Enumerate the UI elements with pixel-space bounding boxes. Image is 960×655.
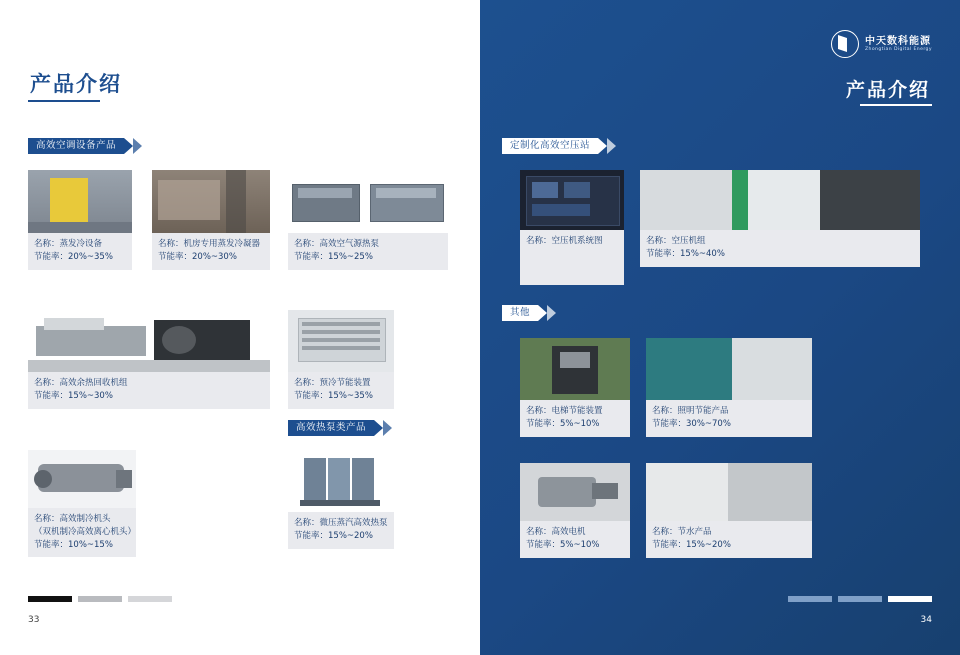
section-label-air-station: 定制化高效空压站	[502, 138, 598, 154]
product-image	[520, 463, 630, 521]
product-image	[288, 170, 448, 233]
product-card	[28, 170, 132, 270]
product-image	[28, 170, 132, 233]
product-name: 名称：高效余热回收机组	[34, 378, 128, 388]
product-name: 名称：节水产品	[652, 527, 712, 537]
product-image	[152, 170, 270, 233]
product-rate: 节能率：30%~70%	[652, 418, 731, 429]
product-card	[152, 170, 270, 270]
section-label-hvac: 高效空调设备产品	[28, 138, 124, 154]
product-card	[520, 170, 624, 285]
page-indicator-right[interactable]	[788, 596, 932, 602]
product-name: 名称：预冷节能装置	[294, 378, 371, 388]
product-rate: 节能率：15%~30%	[34, 390, 113, 401]
product-image	[288, 450, 394, 512]
product-rate: 节能率：10%~15%	[34, 539, 113, 550]
product-card	[640, 170, 920, 267]
product-image-group	[640, 170, 920, 230]
product-name-secondary: （双机制冷高效离心机头）	[34, 526, 137, 537]
product-card	[646, 463, 812, 558]
product-image-group	[646, 463, 812, 521]
page-number-right: 34	[920, 615, 932, 625]
product-card	[28, 310, 270, 409]
logo-mark-icon	[831, 30, 859, 58]
section-label-other: 其他	[502, 305, 538, 321]
section-label-heatpump: 高效热泵类产品	[288, 420, 374, 436]
section-banner-air-station	[502, 138, 616, 154]
product-rate: 节能率：5%~10%	[526, 418, 600, 429]
product-card	[288, 310, 394, 409]
logo-text	[865, 36, 932, 52]
right-page	[480, 0, 960, 655]
chevron-arrows-icon	[538, 305, 556, 321]
page-indicator-dot[interactable]	[888, 596, 932, 602]
product-name: 名称：微压蒸汽高效热泵	[294, 518, 388, 528]
product-card-text	[28, 508, 136, 557]
product-rate: 节能率：20%~30%	[158, 251, 237, 262]
product-name: 名称：机房专用蒸发冷凝器	[158, 239, 261, 249]
product-image	[28, 310, 270, 372]
title-underline-left	[28, 100, 100, 102]
product-name: 名称：照明节能产品	[652, 406, 729, 416]
page-number-left: 33	[28, 615, 40, 625]
product-rate: 节能率：15%~25%	[294, 251, 373, 262]
product-rate: 节能率：5%~10%	[526, 539, 600, 550]
product-image	[288, 310, 394, 372]
product-image	[28, 450, 136, 508]
product-rate: 节能率：15%~20%	[294, 530, 373, 541]
product-rate: 节能率：15%~35%	[294, 390, 373, 401]
page-indicator-dot[interactable]	[838, 596, 882, 602]
product-card	[288, 170, 448, 270]
chevron-arrows-icon	[374, 420, 392, 436]
product-name: 名称：高效空气源热泵	[294, 239, 380, 249]
section-banner-hvac	[28, 138, 142, 154]
product-image	[520, 338, 630, 400]
product-name: 名称：空压机系统图	[526, 236, 603, 246]
product-name: 名称：高效电机	[526, 527, 586, 537]
product-name: 名称：高效制冷机头	[34, 514, 111, 524]
page-indicator-left[interactable]	[28, 596, 172, 602]
product-name: 名称：空压机组	[646, 236, 706, 246]
product-card	[288, 450, 394, 549]
page-indicator-dot[interactable]	[28, 596, 72, 602]
page-indicator-dot[interactable]	[788, 596, 832, 602]
product-card	[520, 338, 630, 437]
product-rate: 节能率：20%~35%	[34, 251, 113, 262]
section-banner-heatpump	[288, 420, 392, 436]
page-indicator-dot[interactable]	[78, 596, 122, 602]
product-name: 名称：电梯节能装置	[526, 406, 603, 416]
product-rate: 节能率：15%~40%	[646, 248, 725, 259]
company-logo	[831, 30, 932, 58]
chevron-arrows-icon	[598, 138, 616, 154]
chevron-arrows-icon	[124, 138, 142, 154]
page-indicator-dot[interactable]	[128, 596, 172, 602]
section-banner-other	[502, 305, 556, 321]
product-name: 名称：蒸发冷设备	[34, 239, 103, 249]
product-card	[520, 463, 630, 558]
page-title-right: 产品介绍	[845, 79, 930, 101]
product-rate: 节能率：15%~20%	[652, 539, 731, 550]
logo-name-en: Zhongtian Digital Energy	[864, 46, 932, 52]
product-image	[520, 170, 624, 230]
title-underline-right	[860, 104, 932, 106]
logo-name-cn: 中天数科能源	[864, 35, 931, 47]
product-card	[646, 338, 812, 437]
page-title-left: 产品介绍	[30, 71, 122, 96]
product-image-group	[646, 338, 812, 400]
